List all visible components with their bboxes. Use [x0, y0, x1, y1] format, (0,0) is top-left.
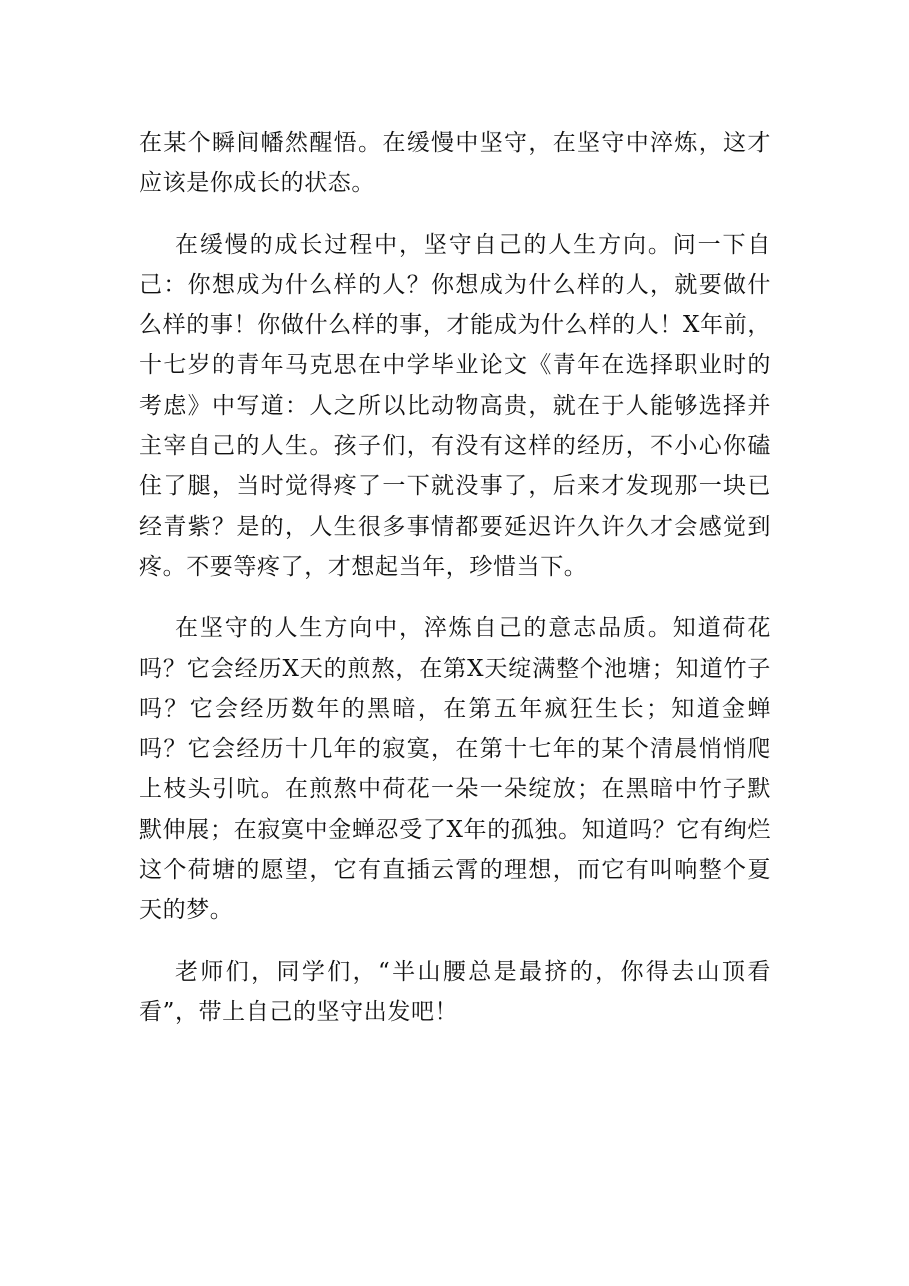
paragraph-1: 在某个瞬间幡然醒悟。在缓慢中坚守，在坚守中淬炼，这才应该是你成长的状态。 [139, 130, 771, 197]
paragraph-2: 在缓慢的成长过程中，坚守自己的人生方向。问一下自己：你想成为什么样的人？你想成为什么样的人，就要做什么样的事！你做什么样的事，才能成为什么样的人！X年前，十七岁的青年马克思在中学毕业论文《青年在选择职业时的考虑》中写道：人之所以比动物高贵，就在于人能够选择并主宰自己的人生。孩子们，有没有这样的经历，不小心你磕住了腿，当时觉得疼了一下就没事了，后来才发现那一块已经青紫？是的，人生很多事情都要延迟许久许久才会感觉到疼。不要等疼了，才想起当年，珍惜当下。 [139, 231, 771, 580]
paragraph-4: 老师们，同学们，“半山腰总是最挤的，你得去山顶看看”，带上自己的坚守出发吧！ [139, 958, 771, 1025]
document-body [139, 123, 771, 1032]
paragraph-3: 在坚守的人生方向中，淬炼自己的意志品质。知道荷花吗？它会经历X天的煎熬，在第X天绽满整个池塘；知道竹子吗？它会经历数年的黑暗，在第五年疯狂生长；知道金蝉吗？它会经历十几年的寂寞，在第十七年的某个清晨悄悄爬上枝头引吭。在煎熬中荷花一朵一朵绽放；在黑暗中竹子默默伸展；在寂寞中金蝉忍受了X年的孤独。知道吗？它有绚烂这个荷塘的愿望，它有直插云霄的理想，而它有叫响整个夏天的梦。 [139, 615, 771, 924]
